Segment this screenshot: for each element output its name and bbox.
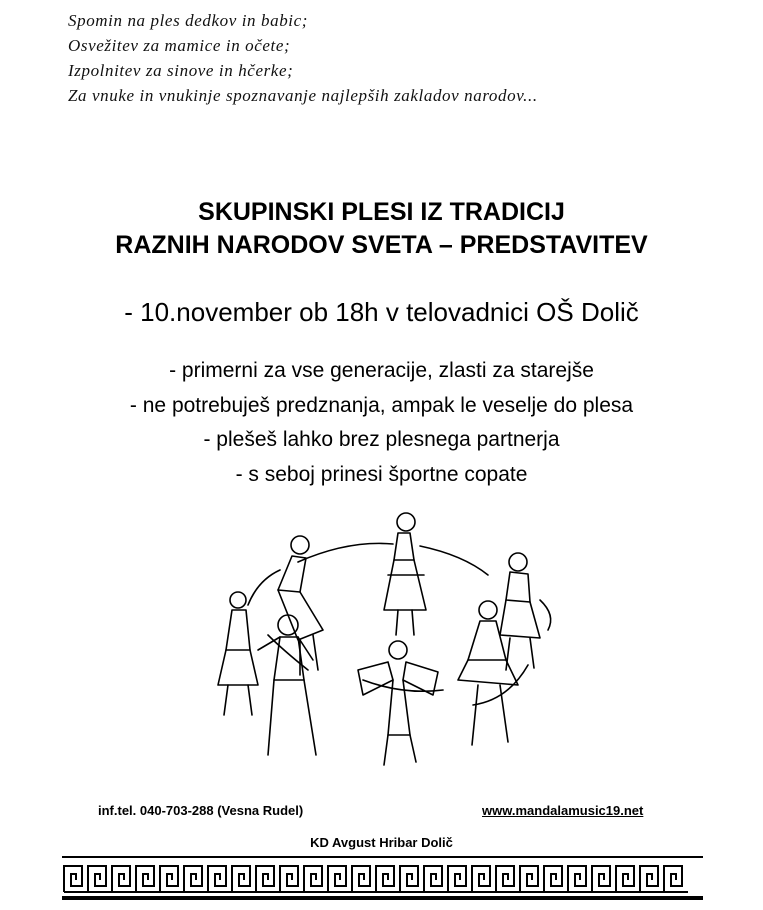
- info-item: - primerni za vse generacije, zlasti za starejše: [169, 359, 594, 382]
- info-item: - s seboj prinesi športne copate: [235, 462, 528, 486]
- website-link[interactable]: www.mandalamusic19.net: [482, 803, 644, 818]
- info-item: - ne potrebuješ predznanja, ampak le veselje do plesa: [129, 393, 634, 417]
- poem-line: Za vnuke in vnukinje spoznavanje najlepših zakladov narodov...: [68, 86, 538, 105]
- title-line-1: SKUPINSKI PLESI IZ TRADICIJ: [198, 198, 565, 226]
- event-date: - 10.november ob 18h v telovadnici OŠ Dolič: [124, 297, 639, 327]
- poem-line: Osvežitev za mamice in očete;: [68, 36, 291, 55]
- poem: [68, 8, 538, 108]
- page-title: [0, 196, 763, 262]
- info-item: - plešeš lahko brez plesnega partnerja: [203, 428, 560, 451]
- greek-key-border-icon: [62, 856, 703, 900]
- info-list: [0, 354, 763, 492]
- contact-phone: inf.tel. 040-703-288 (Vesna Rudel): [98, 803, 304, 818]
- circle-dancers-icon: [188, 500, 578, 790]
- poem-line: Izpolnitev za sinove in hčerke;: [68, 61, 294, 80]
- organization-name: KD Avgust Hribar Dolič: [310, 835, 453, 850]
- title-line-2: RAZNIH NARODOV SVETA – PREDSTAVITEV: [115, 231, 648, 259]
- poem-line: Spomin na ples dedkov in babic;: [68, 11, 309, 30]
